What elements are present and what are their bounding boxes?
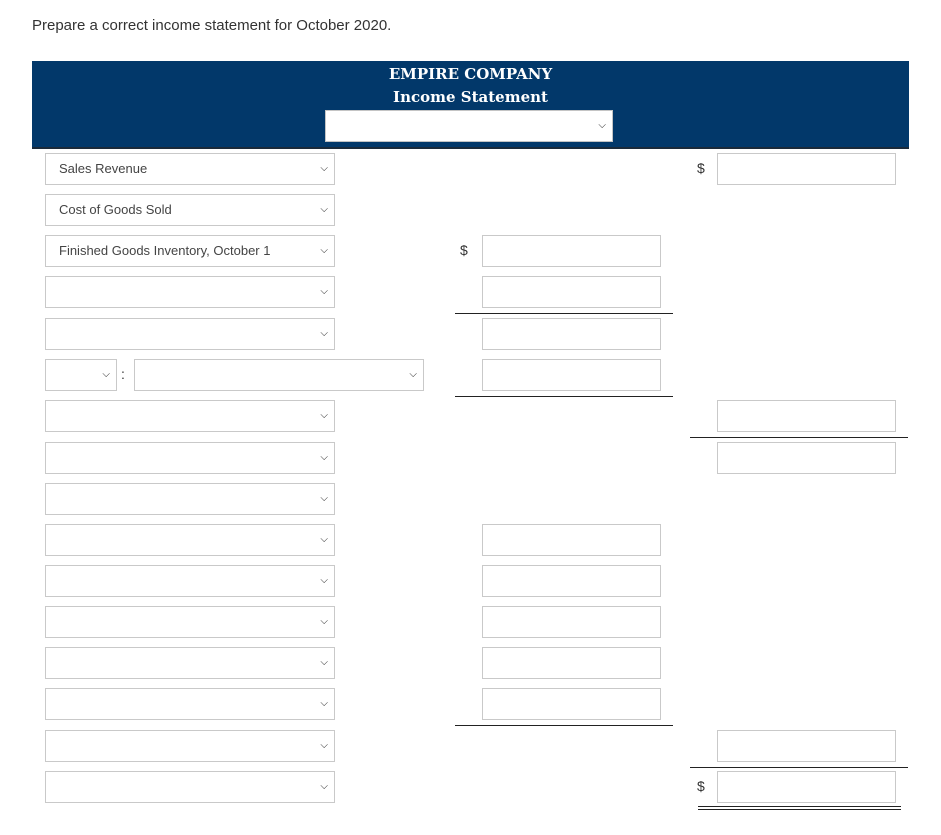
amount-input[interactable] bbox=[482, 688, 661, 720]
colon-separator: : bbox=[121, 366, 125, 382]
amount-input[interactable] bbox=[482, 606, 661, 638]
chevron-down-icon: ⌵ bbox=[320, 575, 328, 586]
chevron-down-icon: ⌵ bbox=[320, 698, 328, 709]
currency-symbol: $ bbox=[697, 778, 705, 794]
amount-input[interactable] bbox=[717, 400, 896, 432]
amount-input[interactable] bbox=[482, 276, 661, 308]
account-select[interactable] bbox=[45, 771, 335, 803]
chevron-down-icon: ⌵ bbox=[320, 245, 328, 256]
account-select[interactable] bbox=[45, 730, 335, 762]
account-select-value: Sales Revenue bbox=[59, 161, 148, 176]
chevron-down-icon: ⌵ bbox=[320, 616, 328, 627]
account-select[interactable] bbox=[45, 442, 335, 474]
account-select[interactable] bbox=[45, 565, 335, 597]
modifier-select[interactable] bbox=[45, 359, 117, 391]
amount-input[interactable] bbox=[482, 235, 661, 267]
account-select[interactable] bbox=[45, 318, 335, 350]
chevron-down-icon: ⌵ bbox=[320, 534, 328, 545]
subtotal-rule bbox=[690, 767, 908, 768]
net-income-input[interactable] bbox=[717, 771, 896, 803]
account-select[interactable] bbox=[45, 235, 335, 267]
subtotal-rule bbox=[455, 396, 673, 397]
chevron-down-icon: ⌵ bbox=[320, 452, 328, 463]
account-select[interactable] bbox=[45, 483, 335, 515]
chevron-down-icon: ⌵ bbox=[320, 740, 328, 751]
chevron-down-icon: ⌵ bbox=[320, 781, 328, 792]
account-select-value: Cost of Goods Sold bbox=[59, 202, 172, 217]
subtotal-rule bbox=[690, 437, 908, 438]
chevron-down-icon: ⌵ bbox=[320, 328, 328, 339]
currency-symbol: $ bbox=[460, 242, 468, 258]
amount-input[interactable] bbox=[717, 730, 896, 762]
account-select[interactable] bbox=[45, 688, 335, 720]
chevron-down-icon: ⌵ bbox=[320, 286, 328, 297]
currency-symbol: $ bbox=[697, 160, 705, 176]
chevron-down-icon: ⌵ bbox=[102, 369, 110, 380]
company-name: EMPIRE COMPANY bbox=[388, 65, 553, 83]
subtotal-rule bbox=[455, 725, 673, 726]
chevron-down-icon: ⌵ bbox=[409, 369, 417, 380]
statement-title: Income Statement bbox=[393, 88, 548, 106]
chevron-down-icon: ⌵ bbox=[598, 120, 606, 131]
amount-input[interactable] bbox=[482, 318, 661, 350]
account-select[interactable] bbox=[134, 359, 424, 391]
amount-input[interactable] bbox=[482, 647, 661, 679]
amount-input[interactable] bbox=[482, 524, 661, 556]
chevron-down-icon: ⌵ bbox=[320, 657, 328, 668]
chevron-down-icon: ⌵ bbox=[320, 204, 328, 215]
account-select[interactable] bbox=[45, 276, 335, 308]
subtotal-rule bbox=[455, 313, 673, 314]
account-select[interactable] bbox=[45, 647, 335, 679]
double-rule bbox=[698, 809, 901, 810]
account-select-value: Finished Goods Inventory, October 1 bbox=[59, 243, 271, 258]
statement-header bbox=[32, 61, 909, 149]
amount-input[interactable] bbox=[717, 442, 896, 474]
chevron-down-icon: ⌵ bbox=[320, 410, 328, 421]
period-select[interactable] bbox=[325, 110, 613, 142]
chevron-down-icon: ⌵ bbox=[320, 493, 328, 504]
amount-input[interactable] bbox=[717, 153, 896, 185]
amount-input[interactable] bbox=[482, 359, 661, 391]
account-select[interactable] bbox=[45, 606, 335, 638]
account-select[interactable] bbox=[45, 194, 335, 226]
account-select[interactable] bbox=[45, 400, 335, 432]
account-select[interactable] bbox=[45, 153, 335, 185]
double-rule bbox=[698, 806, 901, 807]
instructions: Prepare a correct income statement for October 2020. bbox=[32, 17, 392, 34]
account-select[interactable] bbox=[45, 524, 335, 556]
chevron-down-icon: ⌵ bbox=[320, 163, 328, 174]
amount-input[interactable] bbox=[482, 565, 661, 597]
